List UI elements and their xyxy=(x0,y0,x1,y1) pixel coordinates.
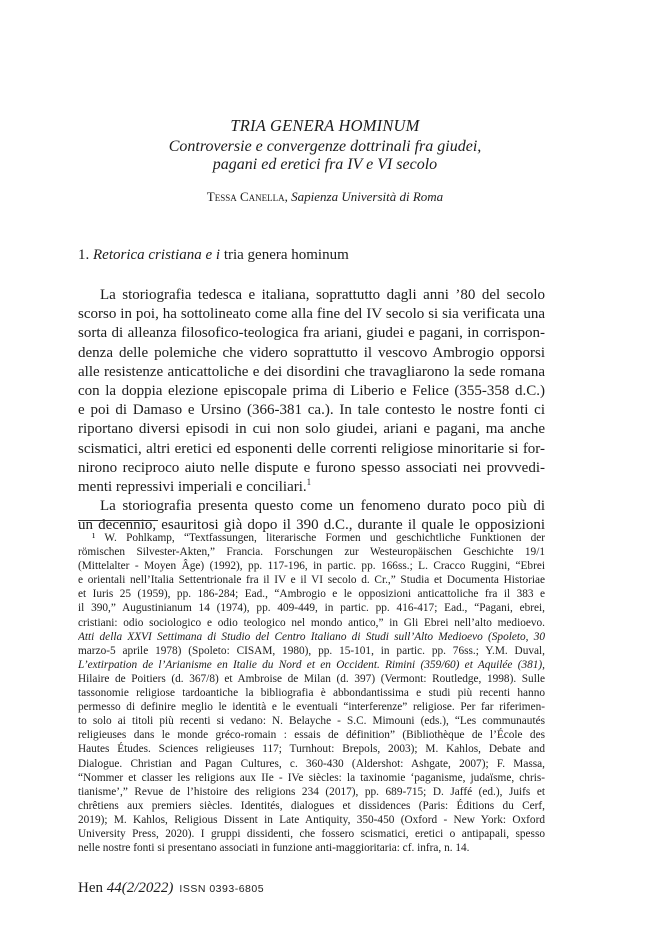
footnote-line: Atti della XXVI Settimana di Studio del Centro Italiano di Studi sull’Alto Medioevo (Spoleto, 30 xyxy=(78,630,545,643)
footnote xyxy=(78,531,545,855)
section-title-italic: Retorica cristiana e i xyxy=(93,247,221,263)
journal-name: Hen xyxy=(78,880,107,896)
footnote-line: nelle nostre fonti si presentano associati in funzione anti-maggioritaria: cf. infra, n. 14. xyxy=(78,842,470,855)
footnote-line: to solo ai titoli più recenti si vedano: N. Belayche - S.C. Mimouni (eds.), “Les communautés xyxy=(78,715,545,728)
footnote-line: Hautes Études. Sciences religieuses 117; Turnhout: Brepols, 2003); M. Kahlos, Debate and xyxy=(78,743,545,756)
footnote-line: et Iuris 25 (1959), pp. 186-284; Ead., “Ambrogio e le opposizioni anticattoliche fra il 383 e xyxy=(78,588,545,601)
footnote-line: 2019); M. Kahlos, Religious Dissent in Late Antiquity, 350-450 (Oxford - New York: Oxford xyxy=(78,813,545,826)
footnote-line: e orientali nell’Italia Settentrionale fra il IV e il VI secolo d. Cr.,” Studia et Documenta Historiae xyxy=(78,574,545,587)
section-heading xyxy=(78,247,349,264)
body-line: sorta di alleanza filosofico-teologica fra ariani, giudei e pagani, in corrispon- xyxy=(78,325,545,342)
issn: ISSN 0393-6805 xyxy=(179,883,265,895)
footnote-line: tassonomie religiose tardoantiche la bibliografia è abbondantissima e studi più recenti hanno xyxy=(78,687,545,700)
body-line: e poi di Damaso e Ursino (366-381 ca.). In tale contesto le nostre fonti ci xyxy=(78,402,545,419)
footnote-line: University Press, 2020). I gruppi dissidenti, che fossero scismatici, eretici o antipapali, spesso xyxy=(78,827,545,840)
section-title-rest: tria genera hominum xyxy=(220,247,349,263)
body-line: un decennio, esauritosi già dopo il 390 d.C., durante il quale le opposizioni xyxy=(78,517,545,534)
article-subtitle xyxy=(0,138,650,174)
footnote-line: permesso di definire meglio le identità e le eventuali “interferenze” religiose. Per far riferimen- xyxy=(78,701,545,714)
body-line: La storiografia tedesca e italiana, soprattutto dagli anni ’80 del secolo xyxy=(100,287,545,303)
footnote-line: L’extirpation de l’Arianisme en Italie du Nord et en Occident. Rimini (359/60) et Aquilée (381), xyxy=(78,658,545,671)
body-line: denza delle polemiche che videro soprattutto il vescovo Ambrogio opporsi xyxy=(78,344,545,361)
footnote-line: il 390,” Augustinianum 14 (1974), pp. 409-449, in partic. pp. 416-417; Ead., “Pagani, ebrei, xyxy=(78,602,545,615)
body-line: La storiografia presenta questo come un fenomeno durato poco più di xyxy=(100,498,545,515)
section-number: 1. xyxy=(78,247,93,263)
footnote-line: marzo-5 aprile 1978) (Spoleto: CISAM, 1980), pp. 15-101, in partic. pp. 76ss.; Y.M. Duval, xyxy=(78,644,545,657)
body-line: riportano diversi episodi in cui non solo giudei, ariani e pagani, ma anche xyxy=(78,421,545,438)
footnote-line: “Nommer et classer les religions aux IIe - IVe siècles: la taxinomie ‘paganisme, judaïsme, chris- xyxy=(78,771,545,784)
footnote-divider xyxy=(78,520,158,521)
author-affiliation: Sapienza Università di Roma xyxy=(291,189,444,204)
body-line: con la doppia elezione episcopale prima di Liberio e Felice (355-358 d.C.) xyxy=(78,382,545,399)
journal-volume: 44(2/2022) xyxy=(106,880,174,896)
body-text xyxy=(78,286,545,535)
footnote-line: römischen Silvester-Akten,” Francia. Forschungen zur Westeuropäischen Geschichte 19/1 xyxy=(78,546,545,559)
author-line: Tessa Canella, Sapienza Università di Roma xyxy=(206,189,444,204)
footnote-line: tianisme’,” Revue de l’histoire des religions 234 (2017), pp. 689-715; D. Jaffé (ed.), Juifs et xyxy=(78,785,545,798)
body-line: nirono reciproco aiuto nelle dispute e furono spesso associati nei provvedi- xyxy=(78,459,545,476)
body-line: scorso in poi, ha sottolineato come alla fine del IV secolo si sia verificata una xyxy=(78,306,545,323)
article-title: TRIA GENERA HOMINUM xyxy=(230,116,420,135)
body-line: menti repressivi imperiali e conciliari.$^1$ xyxy=(78,477,312,495)
footnote-ref[interactable]: 1 xyxy=(306,477,312,487)
footnote-line: religieuses dans le monde gréco-romain : essais de définition” (Bibliothèque de l’École des xyxy=(78,729,545,742)
body-line: alle resistenze anticattoliche e dei disordini che travagliarono la sede romana xyxy=(78,363,545,380)
footnote-line: (Mittelalter - Moyen Âge) (1992), pp. 117-196, in partic. pp. 166ss.; L. Cracco Ruggini, “Ebrei xyxy=(78,560,545,573)
footnote-line: Dialogue. Christian and Pagan Cultures, c. 360-430 (Aldershot: Ashgate, 2007); F. Massa, xyxy=(78,757,545,770)
author-name: Tessa Canella xyxy=(206,189,285,204)
footnote-line: Hilaire de Poitiers (d. 367/8) et Ambroise de Milan (d. 397) (Vermont: Routledge, 1998). Sulle xyxy=(78,672,545,685)
body-line: scismatici, altri eretici ed esponenti delle correnti religiose minoritarie si for- xyxy=(78,440,545,457)
footnote-line: cristiani: odio sociologico e odio teologico nel mondo antico,” in Gli Ebrei nell’alto medioevo. xyxy=(78,616,545,629)
page-footer xyxy=(78,880,264,897)
subtitle-line: pagani ed eretici fra IV e VI secolo xyxy=(212,156,438,173)
footnote-line: ¹ W. Pohlkamp, “Textfassungen, literarische Formen und geschichtliche Funktionen der xyxy=(92,532,545,544)
subtitle-line: Controversie e convergenze dottrinali fra giudei, xyxy=(168,138,482,155)
footnote-line: chrêtiens aux premiers siècles. Identités, dialogues et dissidences (Paris: Éditions du Cerf, xyxy=(78,799,545,812)
